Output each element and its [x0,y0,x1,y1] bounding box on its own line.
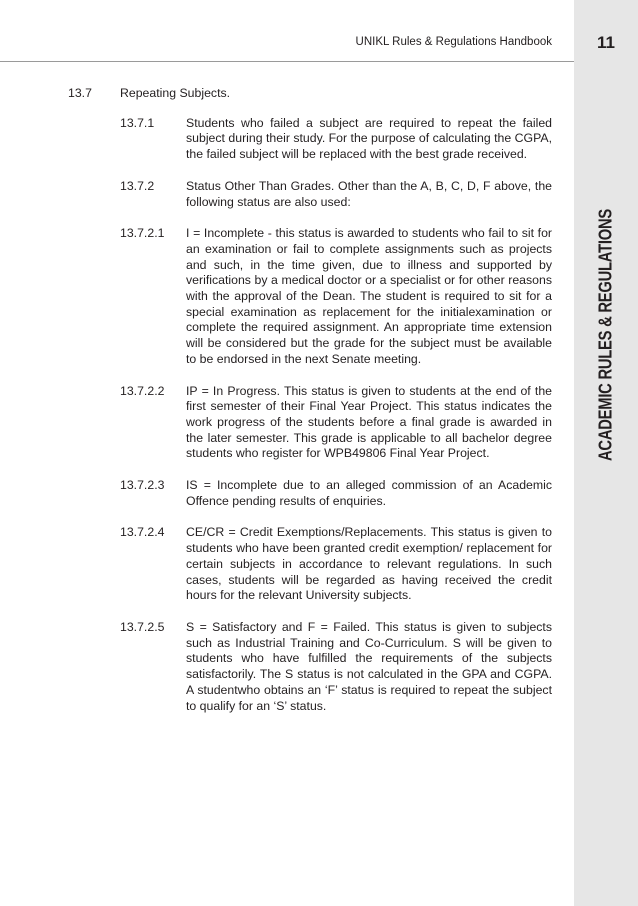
page-number: 11 [597,33,615,52]
clause-text: Students who failed a subject are required to repeat the failed subject during their study. For the purpose of calculating the CGPA, the failed subject will be replaced with the best grade received. [186,115,552,162]
clause-13-7-2-5 [120,620,552,714]
clause-13-7-2-4 [120,525,552,604]
clause-number: 13.7.2.5 [120,619,165,634]
clause-text: Status Other Than Grades. Other than the A, B, C, D, F above, the following status are also used: [186,178,552,209]
clause-number: 13.7.1 [120,115,155,130]
section-number: 13.7 [68,86,92,100]
side-tab-label [596,181,617,488]
clause-text: S = Satisfactory and F = Failed. This status is given to subjects such as Industrial Training and Co-Curriculum. S will be given to students who have fulfilled the requirements of the subjects satisfactorily. The S status is not calculated in the GPA and CGPA. A studentwho obtains an ‘F’ status is required to repeat the subject to qualify for an ‘S’ status. [186,619,552,713]
clause-13-7-2-3 [120,478,552,509]
clause-text: IP = In Progress. This status is given to students at the end of the first semester of their Final Year Project. This status indicates the work progress of the students before a final grade is awarded in the later semester. This grade is applicable to all bachelor degree students who register for WPB49806 Final Year Project. [186,383,552,461]
clause-number: 13.7.2.1 [120,226,165,241]
clause-text: IS = Incomplete due to an alleged commission of an Academic Offence pending results of enquiries. [186,478,552,508]
header-title: UNIKL Rules & Regulations Handbook [355,36,552,48]
clause-text: I = Incomplete - this status is awarded to students who fail to sit for an examination or fail to complete assignments such as projects and such, in the time given, due to illness and supported by verifications by a medical doctor or a specialist or for other reasons with the approval of the Dean. The student is required to sit for a special examination as replacement for the initialexamination or complete the required assignment. An appropriate time extension will be considered but the grade for the subject must be available to be endorsed in the next Senate meeting. [186,226,552,366]
clause-number: 13.7.2 [120,178,155,193]
section-title: Repeating Subjects. [120,86,231,100]
clause-13-7-2-1 [120,226,552,367]
clause-13-7-2-2 [120,384,552,463]
clause-text: CE/CR = Credit Exemptions/Replacements. This status is given to students who have been granted credit exemption/ replacement for certain subjects in accordance to relevant regulations. In such cases, students will be regarded as having received the credit hours for the relevant University subjects. [186,525,552,603]
clause-13-7-2 [120,179,552,210]
clause-number: 13.7.2.3 [120,478,165,493]
page-content [68,86,552,730]
clause-13-7-1 [120,116,552,163]
header-divider [0,61,574,62]
side-tab-label-text: ACADEMIC RULES & REGULATIONS [595,209,616,461]
clause-number: 13.7.2.2 [120,383,165,398]
clause-number: 13.7.2.4 [120,525,165,540]
section-heading [68,86,552,102]
